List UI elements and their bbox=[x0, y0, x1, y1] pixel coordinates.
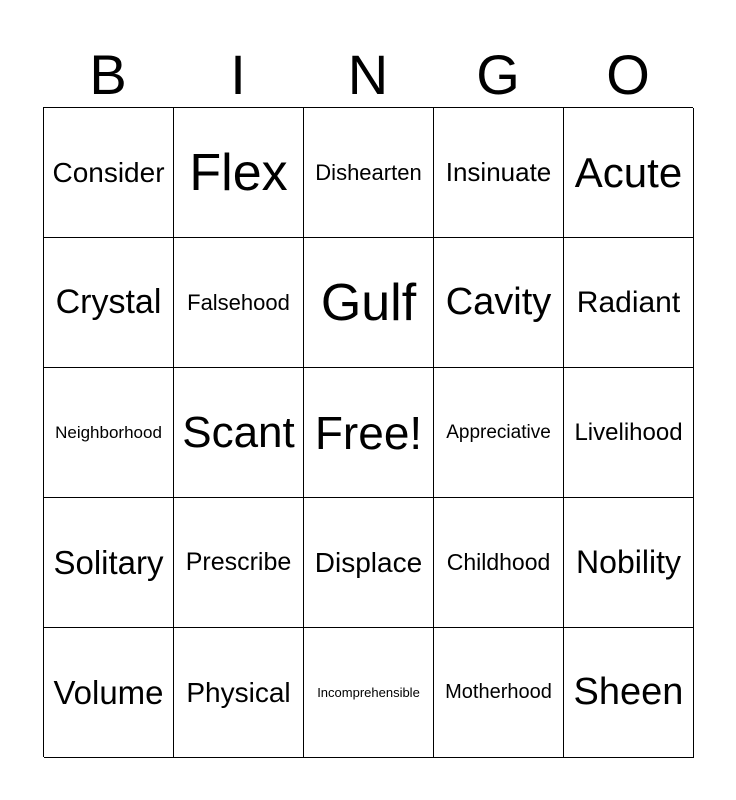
free-space-label: Free! bbox=[314, 406, 423, 459]
cell-word: Prescribe bbox=[185, 548, 292, 576]
header-letter-n: N bbox=[347, 43, 389, 106]
cell-word: Physical bbox=[186, 676, 291, 708]
header-letter-b: B bbox=[89, 43, 127, 106]
cell-word: Scant bbox=[182, 407, 295, 457]
bingo-cell[interactable] bbox=[44, 238, 174, 368]
bingo-cell[interactable] bbox=[564, 108, 694, 238]
bingo-cell[interactable] bbox=[44, 108, 174, 238]
cell-word: Consider bbox=[52, 156, 165, 188]
header-letter-o: O bbox=[606, 43, 650, 106]
bingo-cell[interactable] bbox=[434, 108, 564, 238]
bingo-cell[interactable] bbox=[44, 498, 174, 628]
bingo-cell[interactable] bbox=[564, 498, 694, 628]
cell-word: Gulf bbox=[320, 273, 417, 332]
free-space-cell[interactable] bbox=[304, 368, 434, 498]
bingo-header bbox=[43, 42, 693, 108]
bingo-cell[interactable] bbox=[304, 238, 434, 368]
bingo-cell[interactable] bbox=[174, 238, 304, 368]
bingo-cell[interactable] bbox=[434, 238, 564, 368]
bingo-cell[interactable] bbox=[44, 368, 174, 498]
cell-word: Flex bbox=[189, 143, 288, 202]
cell-word: Childhood bbox=[446, 549, 551, 575]
bingo-cell[interactable] bbox=[564, 238, 694, 368]
cell-word: Crystal bbox=[55, 283, 162, 321]
bingo-cell[interactable] bbox=[174, 498, 304, 628]
bingo-cell[interactable] bbox=[434, 628, 564, 758]
bingo-cell[interactable] bbox=[564, 628, 694, 758]
bingo-cell[interactable] bbox=[434, 368, 564, 498]
bingo-cell[interactable] bbox=[174, 628, 304, 758]
bingo-cell[interactable] bbox=[304, 498, 434, 628]
cell-word: Appreciative bbox=[446, 421, 551, 443]
bingo-cell[interactable] bbox=[44, 628, 174, 758]
cell-word: Incomprehensible bbox=[317, 685, 420, 700]
cell-word: Motherhood bbox=[445, 681, 552, 703]
cell-word: Neighborhood bbox=[55, 422, 162, 442]
bingo-cell[interactable] bbox=[304, 628, 434, 758]
cell-word: Acute bbox=[574, 148, 683, 196]
cell-word: Solitary bbox=[53, 543, 164, 581]
bingo-card-grid bbox=[43, 107, 693, 757]
cell-word: Volume bbox=[53, 673, 164, 711]
cell-word: Cavity bbox=[445, 281, 552, 323]
bingo-cell[interactable] bbox=[564, 368, 694, 498]
cell-word: Livelihood bbox=[574, 418, 683, 446]
cell-word: Insinuate bbox=[445, 157, 552, 187]
bingo-cell[interactable] bbox=[174, 368, 304, 498]
cell-word: Dishearten bbox=[315, 159, 422, 185]
cell-word: Sheen bbox=[573, 671, 684, 713]
bingo-cell[interactable] bbox=[174, 108, 304, 238]
header-letter-g: G bbox=[476, 43, 520, 106]
cell-word: Displace bbox=[314, 546, 423, 578]
header-letter-i: I bbox=[230, 43, 246, 106]
cell-word: Radiant bbox=[576, 285, 681, 319]
cell-word: Nobility bbox=[576, 544, 681, 580]
cell-word: Falsehood bbox=[187, 289, 290, 315]
bingo-cell[interactable] bbox=[304, 108, 434, 238]
bingo-cell[interactable] bbox=[434, 498, 564, 628]
